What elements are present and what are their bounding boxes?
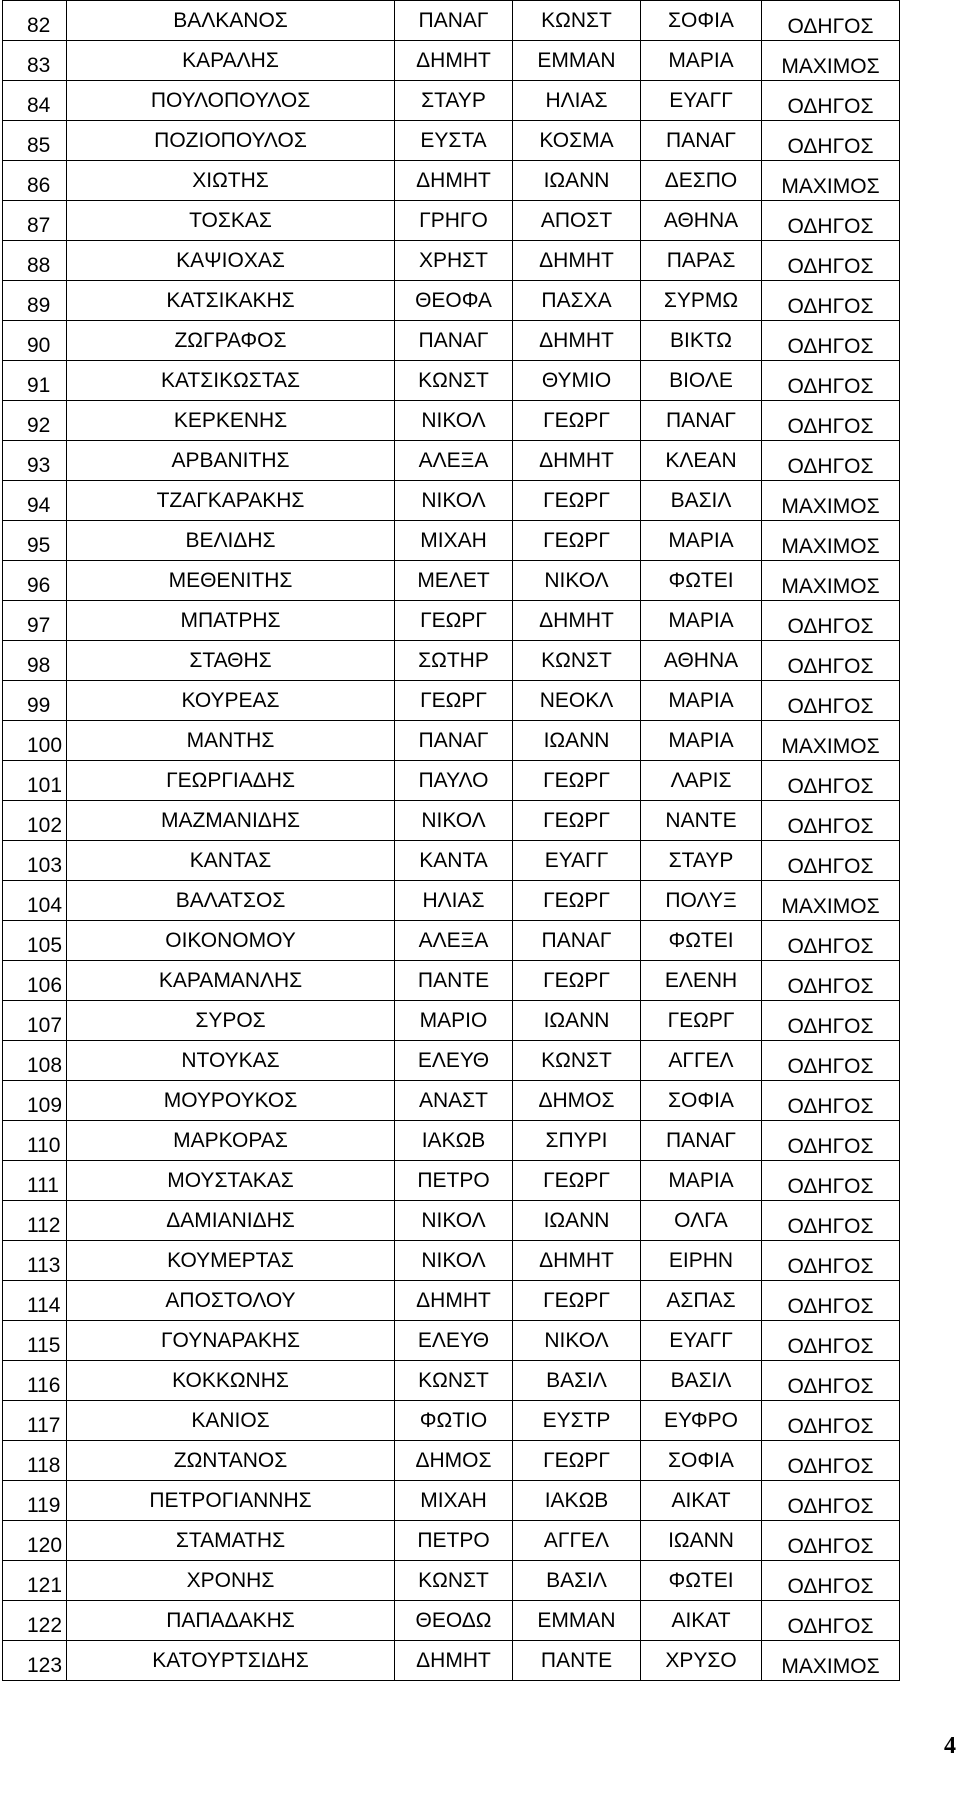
first-name-cell: ΘΕΟΦΑ xyxy=(395,281,513,321)
row-number-cell: 89 xyxy=(3,281,67,321)
rank-cell: ΟΔΗΓΟΣ xyxy=(762,1321,900,1361)
rank-cell: ΟΔΗΓΟΣ xyxy=(762,961,900,1001)
rank-cell: ΟΔΗΓΟΣ xyxy=(762,1561,900,1601)
mother-name-cell: ΜΑΡΙΑ xyxy=(641,41,762,81)
row-number-cell: 90 xyxy=(3,321,67,361)
surname-cell: ΒΑΛΚΑΝΟΣ xyxy=(67,1,395,41)
father-name-cell: ΝΕΟΚΛ xyxy=(513,681,641,721)
table-row xyxy=(3,481,900,521)
first-name-cell: ΝΙΚΟΛ xyxy=(395,801,513,841)
rank-cell: ΟΔΗΓΟΣ xyxy=(762,321,900,361)
row-number-cell: 82 xyxy=(3,1,67,41)
row-number-cell: 105 xyxy=(3,921,67,961)
mother-name-cell: ΣΥΡΜΩ xyxy=(641,281,762,321)
row-number-cell: 106 xyxy=(3,961,67,1001)
rank-cell: ΟΔΗΓΟΣ xyxy=(762,441,900,481)
row-number-cell: 94 xyxy=(3,481,67,521)
mother-name-cell: ΑΘΗΝΑ xyxy=(641,641,762,681)
father-name-cell: ΕΥΣΤΡ xyxy=(513,1401,641,1441)
surname-cell: ΠΑΠΑΔΑΚΗΣ xyxy=(67,1601,395,1641)
row-number-cell: 104 xyxy=(3,881,67,921)
row-number-cell: 83 xyxy=(3,41,67,81)
father-name-cell: ΙΩΑΝΝ xyxy=(513,1201,641,1241)
table-row xyxy=(3,921,900,961)
row-number-cell: 87 xyxy=(3,201,67,241)
father-name-cell: ΠΑΣΧΑ xyxy=(513,281,641,321)
row-number-cell: 114 xyxy=(3,1281,67,1321)
father-name-cell: ΔΗΜΗΤ xyxy=(513,321,641,361)
table-row xyxy=(3,1241,900,1281)
father-name-cell: ΚΩΝΣΤ xyxy=(513,641,641,681)
father-name-cell: ΓΕΩΡΓ xyxy=(513,961,641,1001)
mother-name-cell: ΕΥΦΡΟ xyxy=(641,1401,762,1441)
row-number-cell: 118 xyxy=(3,1441,67,1481)
mother-name-cell: ΕΛΕΝΗ xyxy=(641,961,762,1001)
first-name-cell: ΝΙΚΟΛ xyxy=(395,481,513,521)
first-name-cell: ΗΛΙΑΣ xyxy=(395,881,513,921)
roster-table-body xyxy=(3,1,900,1681)
first-name-cell: ΠΑΝΤΕ xyxy=(395,961,513,1001)
table-row xyxy=(3,601,900,641)
row-number-cell: 99 xyxy=(3,681,67,721)
row-number-cell: 85 xyxy=(3,121,67,161)
table-row xyxy=(3,161,900,201)
row-number-cell: 113 xyxy=(3,1241,67,1281)
table-row xyxy=(3,1521,900,1561)
rank-cell: ΜΑΧΙΜΟΣ xyxy=(762,881,900,921)
surname-cell: ΚΑΤΟΥΡΤΣΙΔΗΣ xyxy=(67,1641,395,1681)
surname-cell: ΤΟΣΚΑΣ xyxy=(67,201,395,241)
surname-cell: ΔΑΜΙΑΝΙΔΗΣ xyxy=(67,1201,395,1241)
father-name-cell: ΔΗΜΗΤ xyxy=(513,241,641,281)
surname-cell: ΜΑΖΜΑΝΙΔΗΣ xyxy=(67,801,395,841)
father-name-cell: ΒΑΣΙΛ xyxy=(513,1561,641,1601)
surname-cell: ΣΤΑΜΑΤΗΣ xyxy=(67,1521,395,1561)
mother-name-cell: ΠΑΝΑΓ xyxy=(641,401,762,441)
father-name-cell: ΗΛΙΑΣ xyxy=(513,81,641,121)
row-number-cell: 119 xyxy=(3,1481,67,1521)
surname-cell: ΧΡΟΝΗΣ xyxy=(67,1561,395,1601)
table-row xyxy=(3,641,900,681)
mother-name-cell: ΕΥΑΓΓ xyxy=(641,81,762,121)
father-name-cell: ΓΕΩΡΓ xyxy=(513,1441,641,1481)
rank-cell: ΟΔΗΓΟΣ xyxy=(762,1081,900,1121)
rank-cell: ΜΑΧΙΜΟΣ xyxy=(762,41,900,81)
mother-name-cell: ΝΑΝΤΕ xyxy=(641,801,762,841)
mother-name-cell: ΜΑΡΙΑ xyxy=(641,721,762,761)
first-name-cell: ΔΗΜΟΣ xyxy=(395,1441,513,1481)
mother-name-cell: ΣΟΦΙΑ xyxy=(641,1441,762,1481)
mother-name-cell: ΠΑΝΑΓ xyxy=(641,1121,762,1161)
page-number: 4 xyxy=(944,1733,956,1759)
father-name-cell: ΠΑΝΤΕ xyxy=(513,1641,641,1681)
father-name-cell: ΓΕΩΡΓ xyxy=(513,1161,641,1201)
rank-cell: ΟΔΗΓΟΣ xyxy=(762,1601,900,1641)
father-name-cell: ΕΜΜΑΝ xyxy=(513,41,641,81)
mother-name-cell: ΕΙΡΗΝ xyxy=(641,1241,762,1281)
table-row xyxy=(3,1401,900,1441)
surname-cell: ΤΖΑΓΚΑΡΑΚΗΣ xyxy=(67,481,395,521)
mother-name-cell: ΒΑΣΙΛ xyxy=(641,1361,762,1401)
rank-cell: ΜΑΧΙΜΟΣ xyxy=(762,561,900,601)
mother-name-cell: ΔΕΣΠΟ xyxy=(641,161,762,201)
table-row xyxy=(3,1001,900,1041)
rank-cell: ΟΔΗΓΟΣ xyxy=(762,1441,900,1481)
rank-cell: ΜΑΧΙΜΟΣ xyxy=(762,161,900,201)
table-row xyxy=(3,41,900,81)
mother-name-cell: ΑΣΠΑΣ xyxy=(641,1281,762,1321)
first-name-cell: ΜΙΧΑΗ xyxy=(395,521,513,561)
surname-cell: ΚΑΝΙΟΣ xyxy=(67,1401,395,1441)
row-number-cell: 97 xyxy=(3,601,67,641)
table-row xyxy=(3,121,900,161)
row-number-cell: 84 xyxy=(3,81,67,121)
surname-cell: ΚΑΝΤΑΣ xyxy=(67,841,395,881)
mother-name-cell: ΜΑΡΙΑ xyxy=(641,601,762,641)
first-name-cell: ΙΑΚΩΒ xyxy=(395,1121,513,1161)
rank-cell: ΟΔΗΓΟΣ xyxy=(762,1161,900,1201)
first-name-cell: ΕΛΕΥΘ xyxy=(395,1321,513,1361)
father-name-cell: ΘΥΜΙΟ xyxy=(513,361,641,401)
mother-name-cell: ΣΤΑΥΡ xyxy=(641,841,762,881)
row-number-cell: 123 xyxy=(3,1641,67,1681)
first-name-cell: ΑΝΑΣΤ xyxy=(395,1081,513,1121)
row-number-cell: 110 xyxy=(3,1121,67,1161)
first-name-cell: ΚΩΝΣΤ xyxy=(395,1561,513,1601)
rank-cell: ΟΔΗΓΟΣ xyxy=(762,281,900,321)
father-name-cell: ΚΟΣΜΑ xyxy=(513,121,641,161)
table-row xyxy=(3,1,900,41)
father-name-cell: ΔΗΜΟΣ xyxy=(513,1081,641,1121)
father-name-cell: ΓΕΩΡΓ xyxy=(513,481,641,521)
first-name-cell: ΘΕΟΔΩ xyxy=(395,1601,513,1641)
father-name-cell: ΙΩΑΝΝ xyxy=(513,721,641,761)
row-number-cell: 116 xyxy=(3,1361,67,1401)
rank-cell: ΜΑΧΙΜΟΣ xyxy=(762,521,900,561)
table-row xyxy=(3,281,900,321)
father-name-cell: ΓΕΩΡΓ xyxy=(513,1281,641,1321)
surname-cell: ΒΑΛΑΤΣΟΣ xyxy=(67,881,395,921)
row-number-cell: 91 xyxy=(3,361,67,401)
mother-name-cell: ΠΟΛΥΞ xyxy=(641,881,762,921)
table-row xyxy=(3,401,900,441)
surname-cell: ΚΑΡΑΜΑΝΛΗΣ xyxy=(67,961,395,1001)
mother-name-cell: ΧΡΥΣΟ xyxy=(641,1641,762,1681)
rank-cell: ΟΔΗΓΟΣ xyxy=(762,841,900,881)
first-name-cell: ΔΗΜΗΤ xyxy=(395,161,513,201)
father-name-cell: ΔΗΜΗΤ xyxy=(513,1241,641,1281)
mother-name-cell: ΠΑΡΑΣ xyxy=(641,241,762,281)
father-name-cell: ΑΓΓΕΛ xyxy=(513,1521,641,1561)
rank-cell: ΟΔΗΓΟΣ xyxy=(762,1001,900,1041)
mother-name-cell: ΙΩΑΝΝ xyxy=(641,1521,762,1561)
surname-cell: ΑΡΒΑΝΙΤΗΣ xyxy=(67,441,395,481)
table-row xyxy=(3,1481,900,1521)
row-number-cell: 98 xyxy=(3,641,67,681)
mother-name-cell: ΕΥΑΓΓ xyxy=(641,1321,762,1361)
first-name-cell: ΠΑΥΛΟ xyxy=(395,761,513,801)
row-number-cell: 93 xyxy=(3,441,67,481)
mother-name-cell: ΦΩΤΕΙ xyxy=(641,1561,762,1601)
table-row xyxy=(3,81,900,121)
surname-cell: ΖΩΝΤΑΝΟΣ xyxy=(67,1441,395,1481)
mother-name-cell: ΜΑΡΙΑ xyxy=(641,521,762,561)
surname-cell: ΜΟΥΣΤΑΚΑΣ xyxy=(67,1161,395,1201)
table-row xyxy=(3,561,900,601)
rank-cell: ΟΔΗΓΟΣ xyxy=(762,81,900,121)
surname-cell: ΚΟΥΜΕΡΤΑΣ xyxy=(67,1241,395,1281)
first-name-cell: ΓΕΩΡΓ xyxy=(395,601,513,641)
row-number-cell: 86 xyxy=(3,161,67,201)
father-name-cell: ΙΩΑΝΝ xyxy=(513,161,641,201)
rank-cell: ΟΔΗΓΟΣ xyxy=(762,801,900,841)
rank-cell: ΟΔΗΓΟΣ xyxy=(762,641,900,681)
father-name-cell: ΣΠΥΡΙ xyxy=(513,1121,641,1161)
row-number-cell: 121 xyxy=(3,1561,67,1601)
table-row xyxy=(3,1281,900,1321)
table-row xyxy=(3,721,900,761)
rank-cell: ΟΔΗΓΟΣ xyxy=(762,1121,900,1161)
table-row xyxy=(3,321,900,361)
row-number-cell: 117 xyxy=(3,1401,67,1441)
mother-name-cell: ΣΟΦΙΑ xyxy=(641,1081,762,1121)
table-row xyxy=(3,1041,900,1081)
first-name-cell: ΠΑΝΑΓ xyxy=(395,321,513,361)
table-row xyxy=(3,1081,900,1121)
row-number-cell: 101 xyxy=(3,761,67,801)
first-name-cell: ΣΤΑΥΡ xyxy=(395,81,513,121)
roster-table xyxy=(2,0,900,1681)
first-name-cell: ΔΗΜΗΤ xyxy=(395,41,513,81)
father-name-cell: ΚΩΝΣΤ xyxy=(513,1041,641,1081)
first-name-cell: ΝΙΚΟΛ xyxy=(395,1241,513,1281)
mother-name-cell: ΑΙΚΑΤ xyxy=(641,1481,762,1521)
father-name-cell: ΔΗΜΗΤ xyxy=(513,441,641,481)
father-name-cell: ΓΕΩΡΓ xyxy=(513,761,641,801)
first-name-cell: ΜΕΛΕΤ xyxy=(395,561,513,601)
surname-cell: ΓΟΥΝΑΡΑΚΗΣ xyxy=(67,1321,395,1361)
father-name-cell: ΓΕΩΡΓ xyxy=(513,401,641,441)
table-row xyxy=(3,1121,900,1161)
table-row xyxy=(3,1161,900,1201)
surname-cell: ΚΑΤΣΙΚΑΚΗΣ xyxy=(67,281,395,321)
father-name-cell: ΝΙΚΟΛ xyxy=(513,561,641,601)
surname-cell: ΝΤΟΥΚΑΣ xyxy=(67,1041,395,1081)
first-name-cell: ΝΙΚΟΛ xyxy=(395,401,513,441)
first-name-cell: ΓΕΩΡΓ xyxy=(395,681,513,721)
rank-cell: ΟΔΗΓΟΣ xyxy=(762,1041,900,1081)
table-row xyxy=(3,201,900,241)
first-name-cell: ΠΑΝΑΓ xyxy=(395,1,513,41)
table-row xyxy=(3,1201,900,1241)
table-row xyxy=(3,881,900,921)
father-name-cell: ΚΩΝΣΤ xyxy=(513,1,641,41)
father-name-cell: ΓΕΩΡΓ xyxy=(513,521,641,561)
mother-name-cell: ΠΑΝΑΓ xyxy=(641,121,762,161)
mother-name-cell: ΜΑΡΙΑ xyxy=(641,681,762,721)
table-row xyxy=(3,1321,900,1361)
father-name-cell: ΑΠΟΣΤ xyxy=(513,201,641,241)
first-name-cell: ΠΕΤΡΟ xyxy=(395,1521,513,1561)
first-name-cell: ΑΛΕΞΑ xyxy=(395,921,513,961)
rank-cell: ΟΔΗΓΟΣ xyxy=(762,1,900,41)
row-number-cell: 96 xyxy=(3,561,67,601)
father-name-cell: ΕΥΑΓΓ xyxy=(513,841,641,881)
first-name-cell: ΣΩΤΗΡ xyxy=(395,641,513,681)
surname-cell: ΠΟΖΙΟΠΟΥΛΟΣ xyxy=(67,121,395,161)
row-number-cell: 92 xyxy=(3,401,67,441)
rank-cell: ΟΔΗΓΟΣ xyxy=(762,1361,900,1401)
table-row xyxy=(3,801,900,841)
table-row xyxy=(3,1601,900,1641)
mother-name-cell: ΑΘΗΝΑ xyxy=(641,201,762,241)
mother-name-cell: ΦΩΤΕΙ xyxy=(641,561,762,601)
row-number-cell: 120 xyxy=(3,1521,67,1561)
surname-cell: ΚΑΨΙΟΧΑΣ xyxy=(67,241,395,281)
table-row xyxy=(3,1561,900,1601)
first-name-cell: ΜΙΧΑΗ xyxy=(395,1481,513,1521)
first-name-cell: ΕΥΣΤΑ xyxy=(395,121,513,161)
first-name-cell: ΔΗΜΗΤ xyxy=(395,1641,513,1681)
rank-cell: ΟΔΗΓΟΣ xyxy=(762,121,900,161)
row-number-cell: 111 xyxy=(3,1161,67,1201)
mother-name-cell: ΛΑΡΙΣ xyxy=(641,761,762,801)
rank-cell: ΟΔΗΓΟΣ xyxy=(762,761,900,801)
rank-cell: ΜΑΧΙΜΟΣ xyxy=(762,1641,900,1681)
mother-name-cell: ΣΟΦΙΑ xyxy=(641,1,762,41)
row-number-cell: 95 xyxy=(3,521,67,561)
mother-name-cell: ΑΓΓΕΛ xyxy=(641,1041,762,1081)
first-name-cell: ΜΑΡΙΟ xyxy=(395,1001,513,1041)
rank-cell: ΜΑΧΙΜΟΣ xyxy=(762,721,900,761)
row-number-cell: 100 xyxy=(3,721,67,761)
rank-cell: ΟΔΗΓΟΣ xyxy=(762,201,900,241)
mother-name-cell: ΜΑΡΙΑ xyxy=(641,1161,762,1201)
rank-cell: ΟΔΗΓΟΣ xyxy=(762,1241,900,1281)
row-number-cell: 112 xyxy=(3,1201,67,1241)
surname-cell: ΖΩΓΡΑΦΟΣ xyxy=(67,321,395,361)
surname-cell: ΚΑΤΣΙΚΩΣΤΑΣ xyxy=(67,361,395,401)
rank-cell: ΟΔΗΓΟΣ xyxy=(762,1201,900,1241)
row-number-cell: 109 xyxy=(3,1081,67,1121)
father-name-cell: ΠΑΝΑΓ xyxy=(513,921,641,961)
mother-name-cell: ΑΙΚΑΤ xyxy=(641,1601,762,1641)
father-name-cell: ΝΙΚΟΛ xyxy=(513,1321,641,1361)
rank-cell: ΜΑΧΙΜΟΣ xyxy=(762,481,900,521)
surname-cell: ΚΕΡΚΕΝΗΣ xyxy=(67,401,395,441)
first-name-cell: ΝΙΚΟΛ xyxy=(395,1201,513,1241)
surname-cell: ΚΑΡΑΛΗΣ xyxy=(67,41,395,81)
table-row xyxy=(3,521,900,561)
rank-cell: ΟΔΗΓΟΣ xyxy=(762,601,900,641)
rank-cell: ΟΔΗΓΟΣ xyxy=(762,241,900,281)
mother-name-cell: ΦΩΤΕΙ xyxy=(641,921,762,961)
rank-cell: ΟΔΗΓΟΣ xyxy=(762,681,900,721)
surname-cell: ΑΠΟΣΤΟΛΟΥ xyxy=(67,1281,395,1321)
father-name-cell: ΓΕΩΡΓ xyxy=(513,801,641,841)
surname-cell: ΧΙΩΤΗΣ xyxy=(67,161,395,201)
surname-cell: ΜΑΡΚΟΡΑΣ xyxy=(67,1121,395,1161)
father-name-cell: ΔΗΜΗΤ xyxy=(513,601,641,641)
rank-cell: ΟΔΗΓΟΣ xyxy=(762,921,900,961)
father-name-cell: ΒΑΣΙΛ xyxy=(513,1361,641,1401)
surname-cell: ΚΟΚΚΩΝΗΣ xyxy=(67,1361,395,1401)
row-number-cell: 115 xyxy=(3,1321,67,1361)
mother-name-cell: ΚΛΕΑΝ xyxy=(641,441,762,481)
row-number-cell: 102 xyxy=(3,801,67,841)
father-name-cell: ΕΜΜΑΝ xyxy=(513,1601,641,1641)
first-name-cell: ΑΛΕΞΑ xyxy=(395,441,513,481)
surname-cell: ΚΟΥΡΕΑΣ xyxy=(67,681,395,721)
first-name-cell: ΕΛΕΥΘ xyxy=(395,1041,513,1081)
row-number-cell: 108 xyxy=(3,1041,67,1081)
first-name-cell: ΠΑΝΑΓ xyxy=(395,721,513,761)
surname-cell: ΜΑΝΤΗΣ xyxy=(67,721,395,761)
surname-cell: ΠΕΤΡΟΓΙΑΝΝΗΣ xyxy=(67,1481,395,1521)
rank-cell: ΟΔΗΓΟΣ xyxy=(762,1401,900,1441)
table-row xyxy=(3,441,900,481)
table-row xyxy=(3,241,900,281)
table-row xyxy=(3,1361,900,1401)
row-number-cell: 122 xyxy=(3,1601,67,1641)
first-name-cell: ΠΕΤΡΟ xyxy=(395,1161,513,1201)
mother-name-cell: ΒΙΚΤΩ xyxy=(641,321,762,361)
surname-cell: ΜΟΥΡΟΥΚΟΣ xyxy=(67,1081,395,1121)
rank-cell: ΟΔΗΓΟΣ xyxy=(762,1481,900,1521)
first-name-cell: ΚΑΝΤΑ xyxy=(395,841,513,881)
row-number-cell: 103 xyxy=(3,841,67,881)
table-row xyxy=(3,761,900,801)
mother-name-cell: ΒΙΟΛΕ xyxy=(641,361,762,401)
first-name-cell: ΓΡΗΓΟ xyxy=(395,201,513,241)
mother-name-cell: ΟΛΓΑ xyxy=(641,1201,762,1241)
table-row xyxy=(3,1641,900,1681)
first-name-cell: ΧΡΗΣΤ xyxy=(395,241,513,281)
surname-cell: ΜΕΘΕΝΙΤΗΣ xyxy=(67,561,395,601)
table-row xyxy=(3,961,900,1001)
first-name-cell: ΚΩΝΣΤ xyxy=(395,361,513,401)
table-row xyxy=(3,1441,900,1481)
father-name-cell: ΙΩΑΝΝ xyxy=(513,1001,641,1041)
rank-cell: ΟΔΗΓΟΣ xyxy=(762,361,900,401)
table-row xyxy=(3,361,900,401)
father-name-cell: ΓΕΩΡΓ xyxy=(513,881,641,921)
row-number-cell: 88 xyxy=(3,241,67,281)
rank-cell: ΟΔΗΓΟΣ xyxy=(762,401,900,441)
rank-cell: ΟΔΗΓΟΣ xyxy=(762,1521,900,1561)
table-row xyxy=(3,681,900,721)
father-name-cell: ΙΑΚΩΒ xyxy=(513,1481,641,1521)
surname-cell: ΟΙΚΟΝΟΜΟΥ xyxy=(67,921,395,961)
mother-name-cell: ΓΕΩΡΓ xyxy=(641,1001,762,1041)
surname-cell: ΓΕΩΡΓΙΑΔΗΣ xyxy=(67,761,395,801)
rank-cell: ΟΔΗΓΟΣ xyxy=(762,1281,900,1321)
first-name-cell: ΚΩΝΣΤ xyxy=(395,1361,513,1401)
first-name-cell: ΦΩΤΙΟ xyxy=(395,1401,513,1441)
table-row xyxy=(3,841,900,881)
surname-cell: ΣΥΡΟΣ xyxy=(67,1001,395,1041)
surname-cell: ΒΕΛΙΔΗΣ xyxy=(67,521,395,561)
surname-cell: ΠΟΥΛΟΠΟΥΛΟΣ xyxy=(67,81,395,121)
surname-cell: ΣΤΑΘΗΣ xyxy=(67,641,395,681)
row-number-cell: 107 xyxy=(3,1001,67,1041)
surname-cell: ΜΠΑΤΡΗΣ xyxy=(67,601,395,641)
mother-name-cell: ΒΑΣΙΛ xyxy=(641,481,762,521)
first-name-cell: ΔΗΜΗΤ xyxy=(395,1281,513,1321)
